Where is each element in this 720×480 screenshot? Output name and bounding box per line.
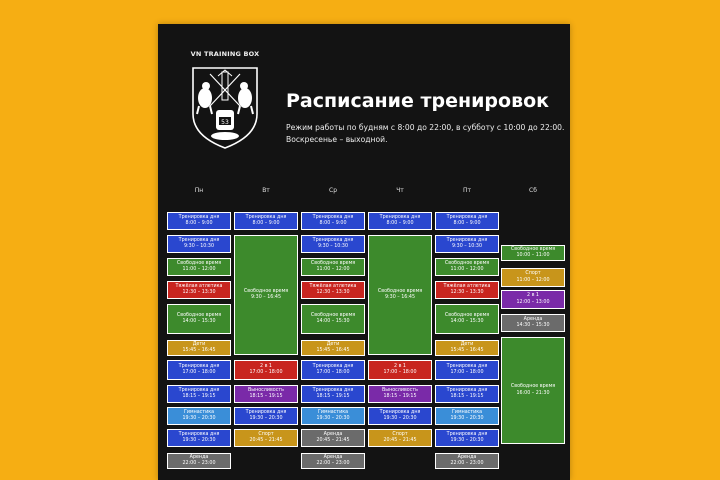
schedule-slot	[234, 407, 298, 425]
slot-time: 8:00 – 9:00	[319, 221, 347, 226]
schedule-slot	[167, 429, 231, 447]
slot-name: Тренировка дня	[379, 409, 421, 415]
slot-name: Выносливость	[248, 387, 284, 393]
schedule-slot	[301, 212, 365, 230]
slot-name: Спорт	[392, 431, 408, 437]
slot-time: 20:45 – 21:45	[316, 438, 350, 443]
slot-time: 18:15 – 19:15	[316, 394, 350, 399]
slot-name: Свободное время	[310, 312, 356, 318]
slot-time: 18:15 – 19:15	[182, 394, 216, 399]
schedule-slot	[234, 235, 298, 355]
crest-label: 53	[221, 119, 229, 126]
slot-time: 12:30 – 13:30	[450, 290, 484, 295]
slot-time: 17:00 – 18:00	[450, 370, 484, 375]
schedule-slot	[167, 385, 231, 403]
slot-name: Тренировка дня	[178, 363, 220, 369]
slot-time: 14:00 – 15:30	[182, 319, 216, 324]
slot-name: Тренировка дня	[178, 237, 220, 243]
slot-time: 12:30 – 13:30	[182, 290, 216, 295]
page-title: Расписание тренировок	[286, 90, 550, 112]
slot-name: 2 в 1	[260, 363, 272, 369]
schedule-slot	[435, 235, 499, 253]
slot-name: Тренировка дня	[312, 387, 354, 393]
schedule-slot	[501, 245, 565, 261]
schedule-slot	[501, 337, 565, 444]
schedule-slot	[501, 290, 565, 309]
schedule-slot	[167, 235, 231, 253]
slot-name: Аренда	[323, 431, 343, 437]
slot-time: 9:30 – 10:30	[183, 244, 215, 249]
slot-name: Аренда	[189, 454, 209, 460]
slot-name: Спорт	[258, 431, 274, 437]
slot-name: Свободное время	[510, 384, 556, 390]
slot-name: Спорт	[525, 271, 541, 277]
slot-time: 8:00 – 9:00	[252, 221, 280, 226]
schedule-slot	[301, 385, 365, 403]
slot-time: 11:00 – 12:00	[316, 267, 350, 272]
slot-name: Свободное время	[176, 312, 222, 318]
coat-of-arms-icon	[190, 64, 260, 150]
slot-name: Гимнастика	[317, 409, 349, 415]
slot-name: Тренировка дня	[446, 431, 488, 437]
slot-name: Тренировка дня	[312, 237, 354, 243]
slot-time: 15:45 – 16:45	[450, 348, 484, 353]
schedule-slot	[368, 235, 432, 355]
slot-time: 9:30 – 16:45	[250, 295, 282, 300]
slot-time: 17:00 – 18:00	[182, 370, 216, 375]
schedule-slot	[301, 429, 365, 447]
schedule-slot	[435, 385, 499, 403]
schedule-slot	[167, 360, 231, 380]
slot-time: 11:00 – 12:00	[450, 267, 484, 272]
schedule-slot	[167, 281, 231, 299]
slot-time: 9:30 – 10:30	[317, 244, 349, 249]
schedule-slot	[435, 340, 499, 356]
schedule-slot	[301, 453, 365, 469]
slot-name: Тренировка дня	[379, 214, 421, 220]
slot-name: Гимнастика	[183, 409, 215, 415]
slot-time: 11:00 – 12:00	[516, 277, 550, 283]
schedule-slot	[234, 429, 298, 447]
slot-name: 2 в 1	[394, 363, 406, 369]
slot-time: 19:30 – 20:30	[182, 416, 216, 421]
slot-time: 15:45 – 16:45	[182, 348, 216, 353]
slot-name: Тяжёлая атлетика	[175, 283, 223, 289]
slot-name: Тяжёлая атлетика	[309, 283, 357, 289]
schedule-slot	[301, 281, 365, 299]
schedule-slot	[368, 360, 432, 380]
day-header: Пт	[462, 187, 471, 194]
schedule-slot	[234, 360, 298, 380]
slot-time: 19:30 – 20:30	[450, 438, 484, 443]
slot-name: Тренировка дня	[446, 237, 488, 243]
slot-name: Тренировка дня	[446, 363, 488, 369]
slot-name: Тренировка дня	[446, 214, 488, 220]
slot-name: Тренировка дня	[245, 409, 287, 415]
slot-name: Тренировка дня	[178, 431, 220, 437]
slot-time: 9:30 – 10:30	[451, 244, 483, 249]
schedule-slot	[501, 268, 565, 287]
slot-time: 19:30 – 20:30	[249, 416, 283, 421]
slot-time: 22:00 – 23:00	[316, 461, 350, 466]
slot-time: 15:45 – 16:45	[316, 348, 350, 353]
slot-name: Свободное время	[310, 260, 356, 266]
slot-name: Свободное время	[176, 260, 222, 266]
slot-time: 12:00 – 13:00	[516, 299, 550, 305]
day-header: Ср	[329, 187, 337, 194]
schedule-slot	[234, 385, 298, 403]
schedule-slot	[435, 212, 499, 230]
working-hours-text: Режим работы по будням с 8:00 до 22:00, в субботу с 10:00 до 22:00. Воскресенье – выходной.	[286, 123, 565, 144]
slot-name: Свободное время	[243, 288, 289, 294]
schedule-slot	[167, 304, 231, 334]
slot-name: 2 в 1	[527, 293, 539, 299]
slot-name: Свободное время	[510, 246, 556, 252]
slot-time: 11:00 – 12:00	[182, 267, 216, 272]
brand-name: VN TRAINING BOX	[190, 50, 260, 58]
schedule-slot	[167, 212, 231, 230]
slot-name: Свободное время	[377, 288, 423, 294]
slot-time: 20:45 – 21:45	[249, 438, 283, 443]
day-header: Сб	[529, 187, 537, 194]
schedule-slot	[435, 304, 499, 334]
slot-name: Тяжёлая атлетика	[443, 283, 491, 289]
slot-time: 18:15 – 19:15	[249, 394, 283, 399]
slot-time: 14:00 – 15:30	[450, 319, 484, 324]
slot-name: Тренировка дня	[178, 214, 220, 220]
slot-time: 8:00 – 9:00	[386, 221, 414, 226]
slot-time: 9:30 – 16:45	[384, 295, 416, 300]
slot-time: 22:00 – 23:00	[450, 461, 484, 466]
slot-name: Аренда	[323, 454, 343, 460]
slot-time: 14:00 – 15:30	[316, 319, 350, 324]
schedule-slot	[435, 360, 499, 380]
schedule-slot	[167, 258, 231, 276]
slot-name: Дети	[460, 341, 474, 347]
schedule-poster	[158, 24, 570, 480]
day-header: Вт	[262, 187, 270, 194]
slot-name: Тренировка дня	[312, 214, 354, 220]
slot-time: 12:30 – 13:30	[316, 290, 350, 295]
slot-name: Аренда	[523, 316, 543, 322]
slot-name: Дети	[192, 341, 206, 347]
slot-time: 8:00 – 9:00	[453, 221, 481, 226]
schedule-slot	[368, 385, 432, 403]
slot-time: 22:00 – 23:00	[182, 461, 216, 466]
schedule-slot	[167, 407, 231, 425]
day-header: Чт	[396, 187, 404, 194]
slot-name: Тренировка дня	[312, 363, 354, 369]
slot-time: 19:30 – 20:30	[383, 416, 417, 421]
slot-name: Тренировка дня	[245, 214, 287, 220]
schedule-slot	[301, 360, 365, 380]
slot-time: 17:00 – 18:00	[249, 370, 283, 375]
slot-time: 17:00 – 18:00	[316, 370, 350, 375]
schedule-slot	[435, 258, 499, 276]
schedule-slot	[435, 281, 499, 299]
schedule-slot	[301, 407, 365, 425]
slot-time: 20:45 – 21:45	[383, 438, 417, 443]
slot-name: Тренировка дня	[446, 387, 488, 393]
schedule-slot	[301, 304, 365, 334]
schedule-slot	[435, 407, 499, 425]
slot-name: Дети	[326, 341, 340, 347]
day-header: Пн	[194, 187, 204, 194]
slot-time: 19:30 – 20:30	[450, 416, 484, 421]
slot-name: Аренда	[457, 454, 477, 460]
schedule-slot	[301, 258, 365, 276]
schedule-slot	[368, 429, 432, 447]
slot-name: Тренировка дня	[178, 387, 220, 393]
slot-time: 16:00 – 21:30	[516, 390, 550, 396]
slot-name: Гимнастика	[451, 409, 483, 415]
schedule-slot	[167, 453, 231, 469]
slot-time: 10:00 – 11:00	[516, 253, 550, 258]
schedule-slot	[301, 340, 365, 356]
slot-time: 18:15 – 19:15	[450, 394, 484, 399]
slot-name: Свободное время	[444, 260, 490, 266]
schedule-slot	[368, 212, 432, 230]
slot-time: 18:15 – 19:15	[383, 394, 417, 399]
schedule-slot	[234, 212, 298, 230]
slot-name: Выносливость	[382, 387, 418, 393]
slot-time: 8:00 – 9:00	[185, 221, 213, 226]
schedule-slot	[501, 314, 565, 332]
slot-time: 17:00 – 18:00	[383, 370, 417, 375]
schedule-slot	[301, 235, 365, 253]
schedule-slot	[368, 407, 432, 425]
slot-time: 19:30 – 20:30	[182, 438, 216, 443]
schedule-slot	[435, 429, 499, 447]
schedule-slot	[435, 453, 499, 469]
schedule-slot	[167, 340, 231, 356]
slot-time: 19:30 – 20:30	[316, 416, 350, 421]
slot-time: 14:30 – 15:30	[516, 323, 550, 328]
slot-name: Свободное время	[444, 312, 490, 318]
